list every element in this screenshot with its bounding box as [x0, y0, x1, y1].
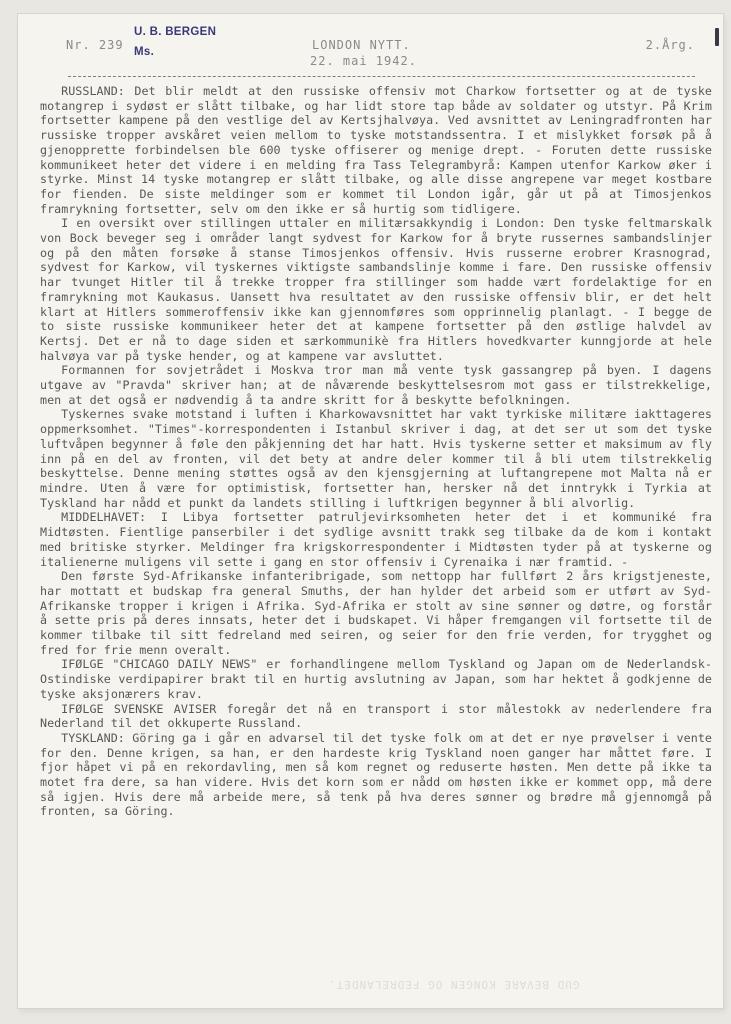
paragraph-south-africa: Den første Syd-Afrikanske infanteribrigade, som nettopp har fullført 2 års krigstjeneste, har mottatt et budskap fra general Smuths, der han hylder det arbeid som er utført av Syd-Afrikanske tropper i krigen i Afrika. Syd-Afrika er stolt av sine sønner og døtre, og forstår å sette pris på deres innsats, heter det i budskapet. Vi håper fremgangen vil fortsette til de kommer tilbake til sitt fedreland med seiren, og seier for den frie verden, for trygghet og fred for frie menn overalt.: [40, 569, 712, 657]
issue-date: 22. mai 1942.: [310, 54, 417, 68]
issue-number: Nr. 239: [66, 38, 124, 52]
stamp-line-institution: U. B. BERGEN: [134, 26, 217, 38]
publication-title: LONDON NYTT.: [312, 38, 411, 52]
paragraph-chicago-daily-news: IFØLGE "CHICAGO DAILY NEWS" er forhandlingene mellom Tyskland og Japan om de Nederlandsk-Ostindiske verdipapirer brakt til en hurtig avslutning av Japan, som har hektet å godkjenne de tyske aksjonærers krav.: [40, 657, 712, 701]
paragraph-tyskland: TYSKLAND: Göring ga i går en advarsel til det tyske folk om at det er nye prøvelser i vente for den. Denne krigen, sa han, er den hardeste krig Tyskland noen ganger har måttet føre. I fjor håpet vi på en rekordavling, men så kom regnet og reduserte høsten. Men dette på ikke ta motet fra dere, sa han videre. Hvis det korn som er nådd om høsten ikke er kommet opp, må dere så igjen. Hvis dere må arbeide mere, så tenk på hva deres sønner og brødre må gjennomgå på fronten, sa Göring.: [40, 730, 712, 819]
volume-year: 2.Årg.: [645, 38, 695, 52]
paragraph-military-overview: I en oversikt over stillingen uttaler en militærsakkyndig i London: Den tyske feltmarskalk von Bock beveger seg i områder langt sydvest for Karkow for å bryte russernes sambandslinjer og på den måten forsøke å stanse Timosjenkos offensiv. Hvis russerne erobrer Krasnograd, sydvest for Karkow, vil tyskernes viktigste sambandslinje komme i fare. Den russiske offensiv har tvunget Hitler til å trekke tropper fra stillinger som hadde vært fordelaktige for en framrykning mot Kaukasus. Uansett hva resultatet av den russiske offensiv blir, er det helt klart at Hitlers sommeroffensiv ikke kan gjennomføres som opprinnelig planlagt. - I begge de to siste russiske kommunikeer heter det at kampene fortsetter på den østlige halvdel av Kertsj. Det er nå to dage siden et særkommunikè fra Hitlers hovedkvarter kunngjorde at hele halvøya var på tyske hender, og at kampene var avsluttet.: [40, 216, 712, 363]
stamp-line-collection: Ms.: [134, 46, 155, 58]
paragraph-middelhavet: MIDDELHAVET: I Libya fortsetter patruljevirksomheten heter det i et kommuniké fra Midtøsten. Fientlige panserbiler i det sydlige avsnitt trakk seg tilbake da de kom i kontakt med britiske styrker. Meldinger fra krigskorrespondenter i Midtøsten tyder på at tyskerne og italienerne muligens vil sette i gang en stor offensiv i Cyrenaika i nær framtid. -: [40, 510, 712, 569]
document-page: [18, 14, 723, 1008]
library-stamp: [134, 22, 216, 62]
paragraph-russland: RUSSLAND: Det blir meldt at den russiske offensiv mot Charkow fortsetter og at de tyske motangrep i sydøst er slått tilbake, og har lidt store tap både av soldater og utstyr. På Krim fortsetter kampene på den vestlige del av Kertsjhalvøya. Ved avsnittet av Leningradfronten har russiske tropper avskåret veien mellom to tyske motstandssentra. I et mislykket forsøk på å gjenopprette forbindelsen ble 600 tyske offiserer og menige drept. - Foruten dette russiske kommunikeet heter det videre i en melding fra Tass Telegrambyrå: Kampen utenfor Karkow øker i styrke. Minst 14 tyske motangrep er slått tilbake, og alle disse angrepene var meget kostbare for fienden. De siste meldinger som er kommet til London igår, går ut på at Timosjenkos framrykning fortsetter, selv om den ikke er så hurtig som tidligere.: [40, 84, 712, 216]
article-body: [40, 84, 712, 819]
header-divider: [68, 76, 695, 77]
paragraph-moscow-gas: Formannen for sovjetrådet i Moskva tror man må vente tysk gassangrep på byen. I dagens utgave av "Pravda" skriver han; at de nåværende beskyttelsesrom mot gass er tilstrekkelige, men at det også er nødvendig å ta andre skritt for å beskytte befolkningen.: [40, 363, 712, 407]
paragraph-svenske-aviser: IFØLGE SVENSKE AVISER foregår det nå en transport i stor målestokk av nederlendere fra Nederland til det okkuperte Russland.: [40, 701, 712, 731]
bleed-through-text: GUD BEVARE KONGEN OG FEDRELANDET.: [328, 978, 580, 991]
staple-mark: [715, 28, 719, 46]
paragraph-luftwaffe: Tyskernes svake motstand i luften i Kharkowavsnittet har vakt tyrkiske militære iakttageres oppmerksomhet. "Times"-korrespondenten i Istanbul skriver i dag, at det ser ut som det tyske luftvåpen begynner å føle den påkjenning det har hatt. Hvis tyskerne setter et maksimum av fly inn på en del av fronten, vil det bety at andre deler kommer til å bli utem tilstrekkelig beskyttelse. Denne mening støttes også av den kjensgjerning at luftangrepene mot Malta nå er mindre. Uten å være for optimistisk, fortsetter han, hersker nå det inntrykk i Tyrkia at Tyskland har nådd et punkt da landets stilling i luftkrigen begynner å bli alvorlig.: [40, 407, 712, 510]
